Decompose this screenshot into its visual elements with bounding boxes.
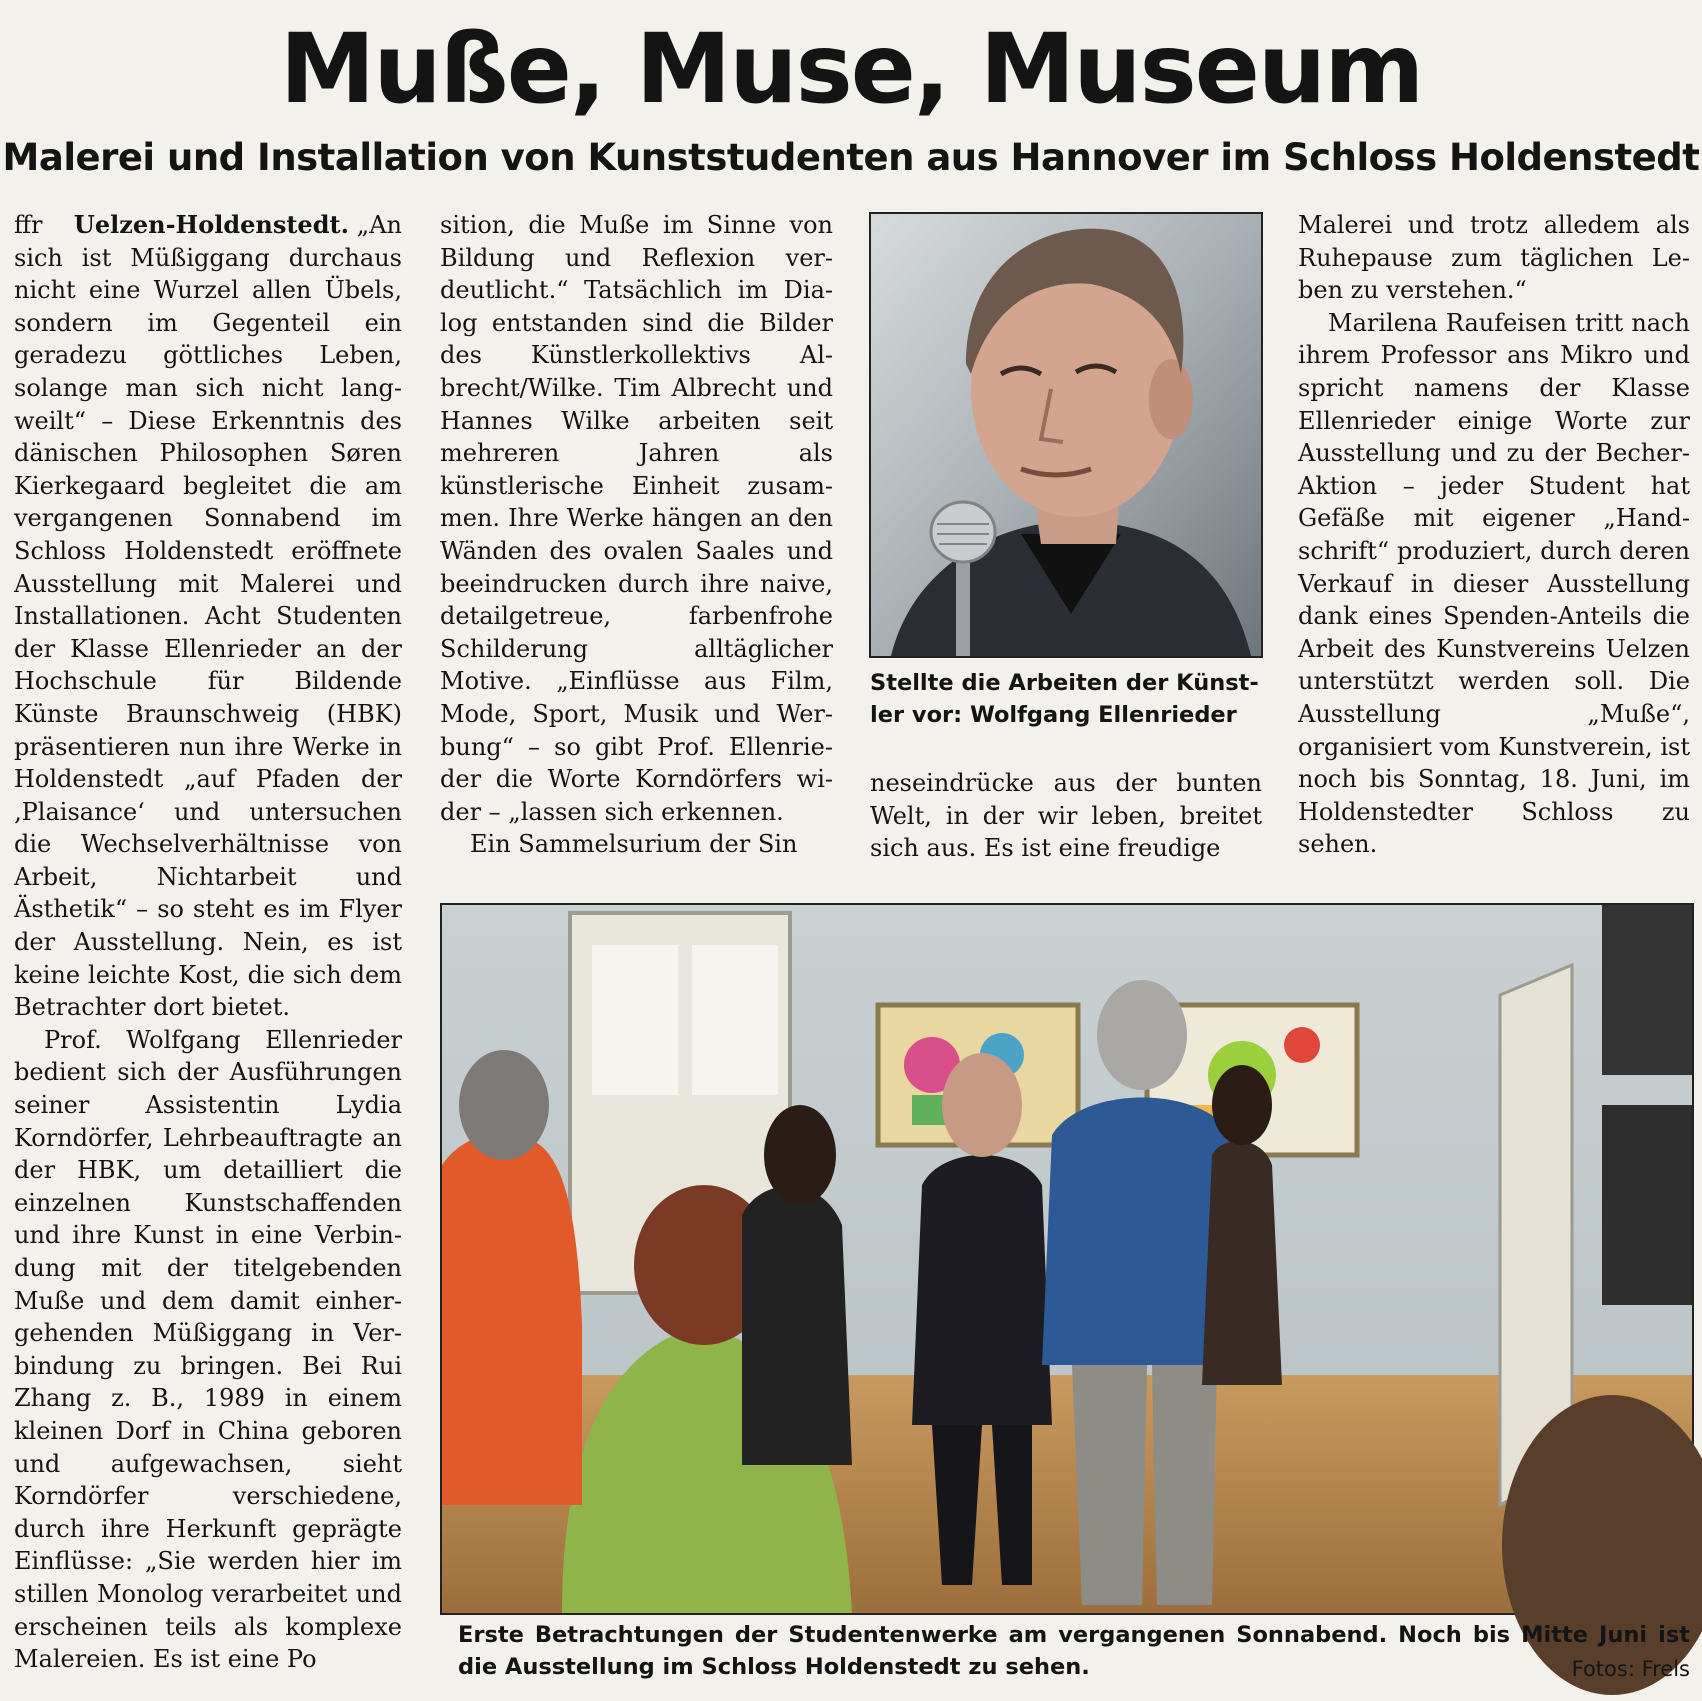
article-column-1 (14, 209, 402, 1689)
paragraph-text: „An sich ist Müßiggang durchaus nicht eine Wurzel allen Übels, sondern im Gegenteil ein geradezu göttliches Leben, solange man sich nicht langweilt“ – Diese Erkenntnis des dänischen Philosophen Søren Kierkegaard begleitet die am vergangenen Sonnabend im Schloss Holdenstedt eröffnete Ausstellung mit Malerei und Installationen. Acht Studenten der Klasse Ellenrieder an der Hochschule für Bildende Künste Braunschweig (HBK) präsentieren nun ihre Werke in Holdenstedt „auf Pfaden der ‚Plaisance‘ und untersuchen die Wechselverhältnisse von Arbeit, Nichtarbeit und Ästhetik“ – so steht es im Flyer der Ausstellung. Nein, es ist keine leichte Kost, die sich dem Betrachter dort bietet. (14, 211, 402, 1022)
paragraph: Malerei und trotz alledem als Ruhepause zum täglichen Leben zu verstehen.“ (1298, 211, 1690, 305)
lead-paragraph (14, 209, 402, 1024)
article-column-4 (1298, 209, 1690, 869)
article-column-2 (440, 209, 833, 859)
dateline: Uelzen-Holdenstedt. (73, 210, 349, 239)
gallery-illustration (442, 905, 1692, 1613)
paragraph: Ein Sammelsurium der Sin (470, 830, 798, 859)
portrait-caption: Stellte die Arbeiten der Künstler vor: Wolfgang Ellenrieder (870, 670, 1259, 728)
portrait-photo (869, 212, 1263, 658)
paragraph: sition, die Muße im Sinne von Bildung und Reflexion verdeutlicht.“ Tatsächlich im Dialog entstanden sind die Bilder des Künstlerkollektivs Albrecht/Wilke. Tim Albrecht und Hannes Wilke arbeiten seit mehreren Jahren als künstlerische Einheit zusammen. Ihre Werke hängen an den Wänden des ovalen Saales und beeindrucken durch ihre naive, detailgetreue, farbenfrohe Schilderung alltäglicher Motive. „Einflüsse aus Film, Mode, Sport, Musik und Werbung“ – so gibt Prof. Ellenrieder die Worte Korndörfers wider – „lassen sich erkennen. (440, 211, 833, 826)
paragraph: Marilena Raufeisen tritt nach ihrem Professor ans Mikro und spricht namens der Klasse Ellenrieder einige Worte zur Ausstellung und zu der Becher-Aktion – jeder Student hat Gefäße mit eigener „Handschrift“ produziert, durch deren Verkauf in dieser Ausstellung dank eines Spenden-Anteils die Arbeit des Kunstvereins Uelzen unterstützt werden soll. Die Ausstellung „Muße“, organisiert vom Kunstverein, ist noch bis Sonntag, 18. Juni, im Holdenstedter Schloss zu sehen. (1298, 308, 1690, 859)
author-code: ffr (14, 211, 43, 239)
subheadline: Malerei und Installation von Kunststudenten aus Hannover im Schloss Holdenstedt (2, 136, 1700, 179)
article-column-3 (870, 767, 1262, 875)
portrait-illustration (871, 214, 1261, 656)
gallery-photo (440, 903, 1694, 1615)
headline: Muße, Muse, Museum (279, 13, 1423, 125)
paragraph: Prof. Wolfgang Ellenrieder bedient sich der Ausführungen seiner Assistentin Lydia Korndörfer, Lehrbeauftragte an der HBK, um detailliert die einzelnen Kunstschaffenden und ihre Kunst in eine Verbindung mit der titelgebenden Muße und dem damit einhergehenden Müßiggang in Verbindung zu bringen. Bei Rui Zhang z. B., 1989 in einem kleinen Dorf in China geboren und aufgewachsen, sieht Korndörfer verschiedene, durch ihre Herkunft geprägte Einflüsse: „Sie werden hier im stillen Monolog verarbeitet und erscheinen teils als komplexe Malereien. Es ist eine Po (14, 1025, 402, 1674)
photo-credit: Fotos: Frels (1571, 1657, 1690, 1681)
paragraph: neseindrücke aus der bunten Welt, in der wir leben, breitet sich aus. Es ist eine freudige (870, 769, 1262, 863)
gallery-caption: Erste Betrachtungen der Studentenwerke am vergangenen Sonnabend. Noch bis Mitte Juni ist die Ausstellung im Schloss Holdenstedt zu sehen. (458, 1622, 1690, 1680)
